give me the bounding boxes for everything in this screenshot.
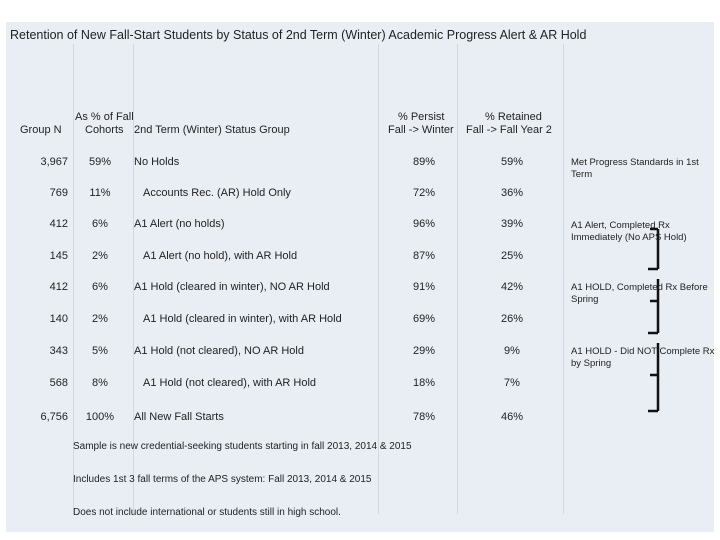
header-status: 2nd Term (Winter) Status Group xyxy=(134,124,290,136)
retained: 9% xyxy=(504,345,520,357)
persist: 78% xyxy=(412,411,436,423)
group-n: 412 xyxy=(49,281,68,293)
pct-fall: 2% xyxy=(92,313,108,325)
persist: 72% xyxy=(412,187,436,199)
footer-note-terms: Includes 1st 3 fall terms of the APS system: Fall 2013, 2014 & 2015 xyxy=(73,474,372,485)
footer-note-exclusions: Does not include international or students still in high school. xyxy=(73,507,341,518)
pct-fall: 5% xyxy=(92,345,108,357)
header-pct-fall-2: Cohorts xyxy=(85,124,124,136)
retained: 26% xyxy=(500,313,524,325)
note-a1-alert: A1 Alert, Completed Rx Immediately (No APS Hold) xyxy=(571,220,687,243)
group-n: 140 xyxy=(49,313,68,325)
retained: 39% xyxy=(500,218,524,230)
note-met-progress: Met Progress Standards in 1st Term xyxy=(571,157,699,180)
group-n: 568 xyxy=(49,377,68,389)
pct-fall: 8% xyxy=(92,377,108,389)
status-group: A1 Hold (not cleared), with AR Hold xyxy=(143,377,317,389)
persist: 29% xyxy=(412,345,436,357)
retained: 46% xyxy=(500,411,524,423)
group-n: 412 xyxy=(49,218,68,230)
header-retained: % Retained xyxy=(485,111,542,123)
persist: 69% xyxy=(412,313,436,325)
status-group: All New Fall Starts xyxy=(134,411,224,423)
pct-fall: 100% xyxy=(85,411,115,423)
group-n: 343 xyxy=(49,345,68,357)
persist: 96% xyxy=(412,218,436,230)
pct-fall: 59% xyxy=(88,156,112,168)
header-pct-fall: As % of Fall xyxy=(75,111,134,123)
grid-line xyxy=(563,44,564,514)
status-group: No Holds xyxy=(134,156,180,168)
persist: 18% xyxy=(412,377,436,389)
pct-fall: 6% xyxy=(92,281,108,293)
retained: 59% xyxy=(500,156,524,168)
footer-note-sample: Sample is new credential-seeking students starting in fall 2013, 2014 & 2015 xyxy=(73,441,412,452)
status-group: Accounts Rec. (AR) Hold Only xyxy=(143,187,291,199)
note-a1-hold-not-completed: A1 HOLD - Did NOT Complete Rx by Spring xyxy=(571,346,715,369)
note-a1-hold-completed: A1 HOLD, Completed Rx Before Spring xyxy=(571,282,708,305)
status-group: A1 Hold (cleared in winter), NO AR Hold xyxy=(134,281,330,293)
header-group-n: Group N xyxy=(20,124,62,136)
retained: 42% xyxy=(500,281,524,293)
page-title: Retention of New Fall-Start Students by Status of 2nd Term (Winter) Academic Progress Alert & AR Hold xyxy=(10,28,587,42)
status-group: A1 Alert (no holds) xyxy=(134,218,225,230)
grid-line xyxy=(457,44,458,514)
header-persist-2: Fall -> Winter xyxy=(388,124,454,136)
status-group: A1 Hold (not cleared), NO AR Hold xyxy=(134,345,304,357)
pct-fall: 2% xyxy=(92,250,108,262)
status-group: A1 Alert (no hold), with AR Hold xyxy=(143,250,298,262)
pct-fall: 11% xyxy=(89,187,111,199)
retained: 36% xyxy=(500,187,524,199)
group-n: 3,967 xyxy=(40,156,68,168)
persist: 87% xyxy=(412,250,436,262)
pct-fall: 6% xyxy=(92,218,108,230)
persist: 89% xyxy=(412,156,436,168)
retained: 7% xyxy=(504,377,520,389)
table-background xyxy=(6,22,714,532)
group-n: 6,756 xyxy=(40,411,68,423)
header-persist: % Persist xyxy=(398,111,445,123)
group-n: 769 xyxy=(49,187,68,199)
status-group: A1 Hold (cleared in winter), with AR Hold xyxy=(143,313,342,325)
retained: 25% xyxy=(500,250,524,262)
group-n: 145 xyxy=(49,250,68,262)
persist: 91% xyxy=(412,281,436,293)
bracket-lines xyxy=(640,225,670,415)
header-retained-2: Fall -> Fall Year 2 xyxy=(466,124,552,136)
